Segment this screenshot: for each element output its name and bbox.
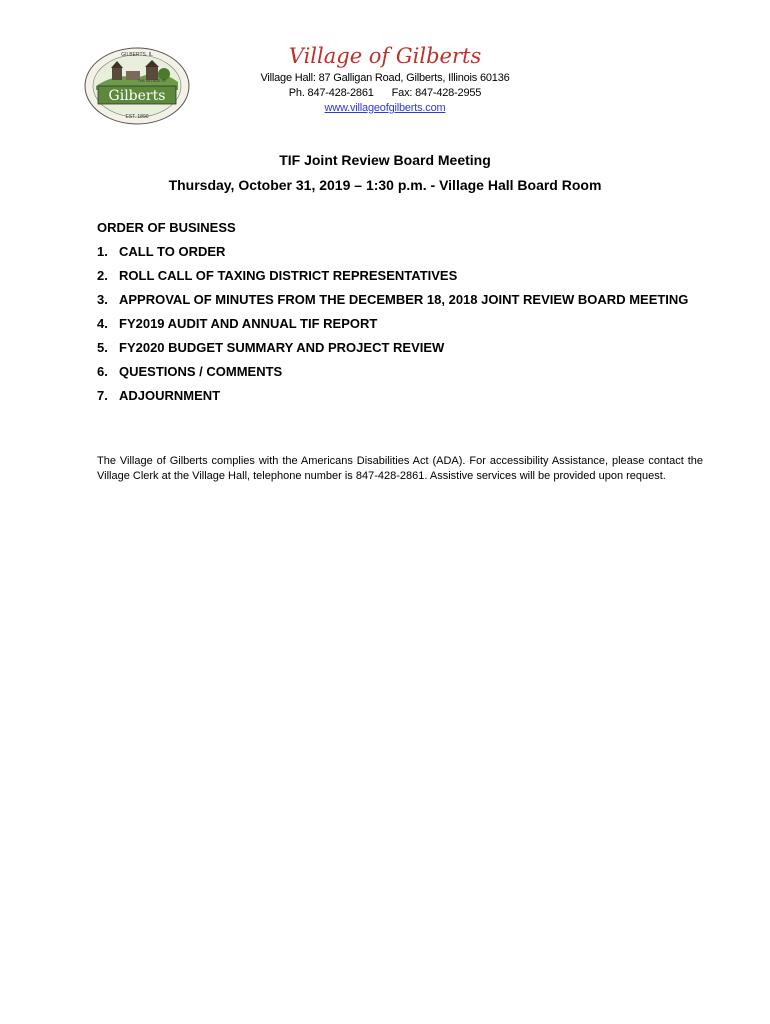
logo-ring-bottom-text: EST. 1890 (125, 114, 149, 120)
agenda-item-number: 6. (97, 364, 108, 379)
logo-name-text: Gilberts (108, 88, 166, 104)
agenda-item (97, 244, 703, 260)
agenda-item (97, 388, 703, 404)
agenda-item-text: FY2019 AUDIT AND ANNUAL TIF REPORT (119, 316, 378, 331)
agenda-item (97, 340, 703, 356)
agenda-item-number: 2. (97, 268, 108, 283)
village-seal-logo (82, 46, 192, 126)
ada-notice: The Village of Gilberts complies with the Americans Disabilities Act (ADA). For accessibility Assistance, please contact the Village Clerk at the Village Hall, telephone number is 847-428-2861. Assistive services will be provided upon request. (97, 455, 703, 482)
agenda-item-number: 1. (97, 244, 108, 259)
agenda-item-number: 4. (97, 316, 108, 331)
village-title: Village of Gilberts (288, 44, 482, 68)
agenda-item-text: FY2020 BUDGET SUMMARY AND PROJECT REVIEW (119, 340, 445, 355)
agenda-item-text: CALL TO ORDER (119, 244, 226, 259)
phone-number: Ph. 847-428-2861 (288, 87, 374, 99)
website-link[interactable]: www.villageofgilberts.com (324, 102, 446, 114)
meeting-date-line: Thursday, October 31, 2019 – 1:30 p.m. - Village Hall Board Room (168, 177, 602, 193)
agenda-item-text: ADJOURNMENT (119, 388, 221, 403)
agenda-item (97, 268, 703, 284)
village-hall-address: Village Hall: 87 Galligan Road, Gilberts, Illinois 60136 (260, 72, 510, 84)
contact-numbers (200, 87, 570, 99)
logo-small-text: THE VILLAGE OF (137, 79, 167, 83)
meeting-title: TIF Joint Review Board Meeting (279, 152, 491, 168)
fax-number: Fax: 847-428-2955 (391, 87, 482, 99)
agenda-item-number: 7. (97, 388, 108, 403)
agenda-item-text: QUESTIONS / COMMENTS (119, 364, 283, 379)
order-of-business-heading: ORDER OF BUSINESS (97, 220, 236, 235)
agenda-item-number: 3. (97, 292, 108, 307)
agenda-item (97, 316, 703, 332)
agenda-list (97, 244, 703, 412)
agenda-item-text: ROLL CALL OF TAXING DISTRICT REPRESENTATIVES (119, 268, 458, 283)
agenda-item-number: 5. (97, 340, 108, 355)
logo-ring-top-text: GILBERTS, IL (121, 52, 153, 58)
agenda-item (97, 364, 703, 380)
agenda-item-text: APPROVAL OF MINUTES FROM THE DECEMBER 18, 2018 JOINT REVIEW BOARD MEETING (119, 292, 689, 307)
agenda-item (97, 292, 703, 308)
